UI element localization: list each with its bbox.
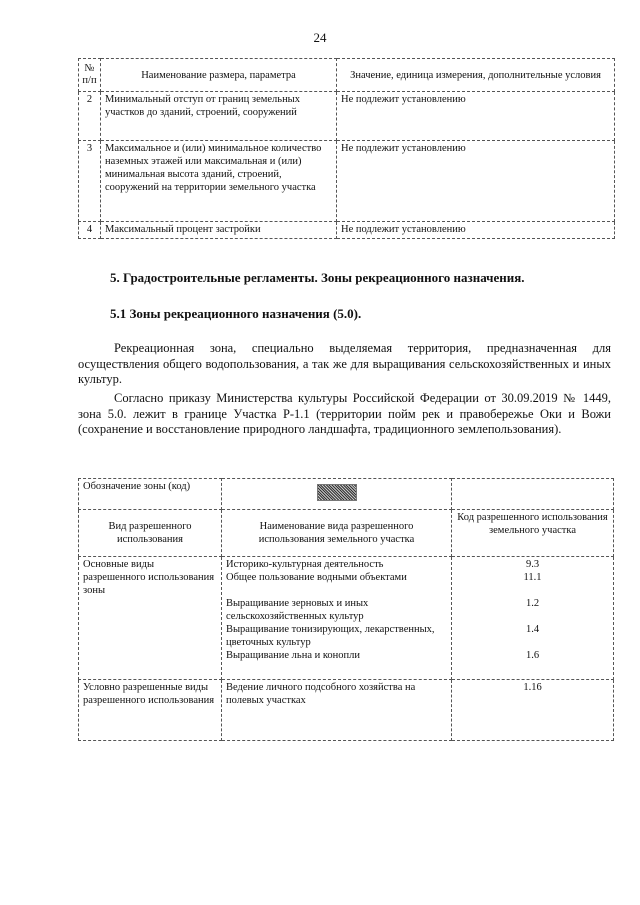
table-row bbox=[79, 222, 615, 239]
paragraph-ministry-order: Согласно приказу Министерства культуры Российской Федерации от 30.09.2019 № 1449, зона 5.0. лежит в границе Участка Р-1.1 (территории пойм рек и правобережье Оки и Вожи (сохранение и восстановление природного ландшафта, традиционного землепользования). bbox=[78, 391, 611, 436]
use-name: Выращивание тонизирующих, лекарственных, цветочных культур bbox=[226, 624, 435, 648]
header-code: Код разрешенного использования земельного участка bbox=[452, 510, 614, 557]
conditional-use-code: 1.16 bbox=[452, 680, 614, 741]
row-num: 4 bbox=[79, 222, 101, 239]
use-code: 9.3 bbox=[525, 559, 540, 570]
use-code: 1.2 bbox=[525, 598, 540, 609]
use-name: Историко-культурная деятельность bbox=[226, 559, 384, 570]
row-num: 2 bbox=[79, 92, 101, 141]
header-name: Наименование вида разрешенного использования земельного участка bbox=[222, 510, 452, 557]
use-name: Общее пользование водными объектами bbox=[226, 572, 407, 583]
table-row bbox=[79, 141, 615, 222]
conditional-uses-row bbox=[79, 680, 614, 741]
use-code: 1.6 bbox=[525, 650, 540, 661]
conditional-use-name: Ведение личного подсобного хозяйства на полевых участках bbox=[222, 680, 452, 741]
zone-label: Обозначение зоны (код) bbox=[79, 479, 222, 510]
use-code: 1.4 bbox=[525, 624, 540, 635]
table-header-row bbox=[79, 510, 614, 557]
use-name: Выращивание льна и конопли bbox=[226, 650, 361, 661]
subsection-heading: 5.1 Зоны рекреационного назначения (5.0). bbox=[110, 306, 362, 321]
zone-hatch-swatch bbox=[317, 484, 357, 501]
parameters-table bbox=[78, 58, 615, 239]
header-num: № п/п bbox=[79, 59, 101, 92]
row-value: Не подлежит установлению bbox=[337, 222, 615, 239]
zone-swatch-cell bbox=[222, 479, 452, 510]
row-num: 3 bbox=[79, 141, 101, 222]
empty-cell bbox=[452, 479, 614, 510]
section-heading: 5. Градостроительные регламенты. Зоны рекреационного назначения. bbox=[110, 270, 525, 285]
use-name: Выращивание зерновых и иных сельскохозяйственных культур bbox=[226, 598, 369, 622]
page-number: 24 bbox=[313, 30, 327, 45]
row-value: Не подлежит установлению bbox=[337, 92, 615, 141]
table-row bbox=[79, 92, 615, 141]
main-uses-codes bbox=[452, 557, 614, 680]
row-name: Минимальный отступ от границ земельных участков до зданий, строений, сооружений bbox=[101, 92, 337, 141]
row-value: Не подлежит установлению bbox=[337, 141, 615, 222]
main-uses-names bbox=[222, 557, 452, 680]
main-uses-label: Основные виды разрешенного использования зоны bbox=[79, 557, 222, 680]
zone-code-row bbox=[79, 479, 614, 510]
conditional-uses-label: Условно разрешенные виды разрешенного использования bbox=[79, 680, 222, 741]
header-name: Наименование размера, параметра bbox=[101, 59, 337, 92]
row-name: Максимальное и (или) минимальное количество наземных этажей или максимальная и (или) минимальная высота зданий, строений, сооружений на территории земельного участка bbox=[101, 141, 337, 222]
header-kind: Вид разрешенного использования bbox=[79, 510, 222, 557]
header-value: Значение, единица измерения, дополнительные условия bbox=[337, 59, 615, 92]
row-name: Максимальный процент застройки bbox=[101, 222, 337, 239]
paragraph-recreation-zone: Рекреационная зона, специально выделяемая территория, предназначенная для осуществления общего водопользования, а так же для выращивания сельскохозяйственных и иных культур. bbox=[78, 341, 611, 386]
table-header-row bbox=[79, 59, 615, 92]
use-code: 11.1 bbox=[523, 572, 542, 583]
main-uses-row bbox=[79, 557, 614, 680]
zone-usage-table bbox=[78, 478, 614, 741]
